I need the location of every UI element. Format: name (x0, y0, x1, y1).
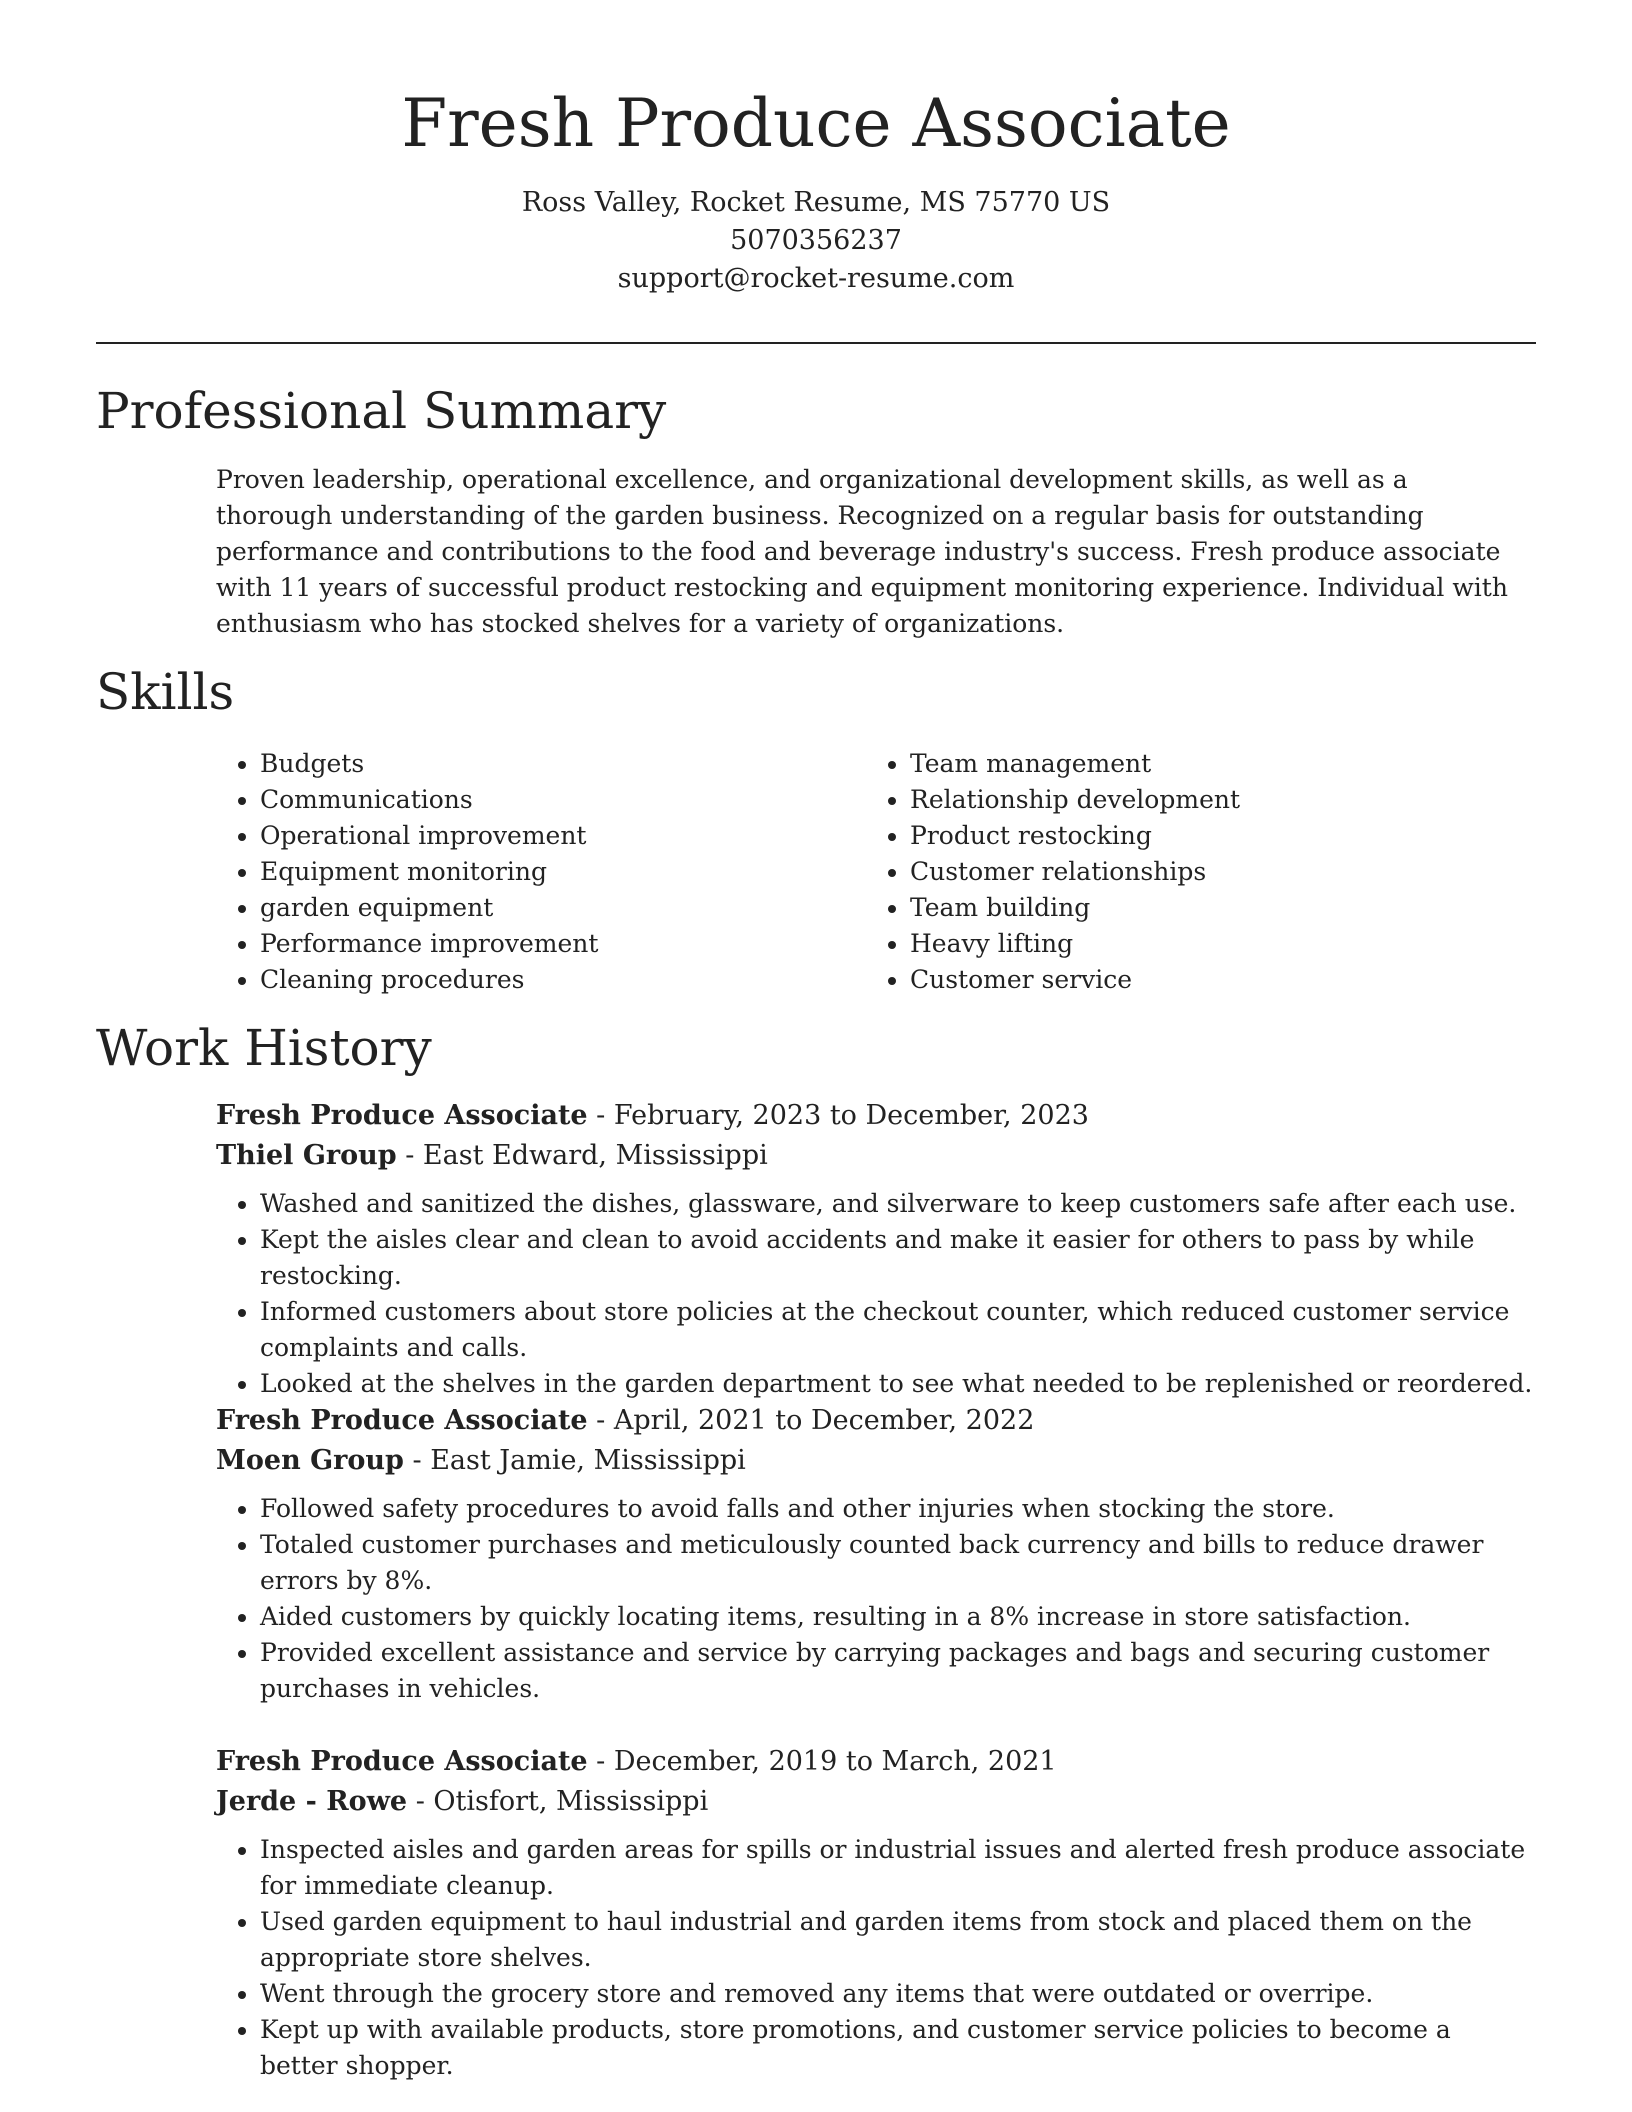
job-title-line (216, 1401, 1536, 1441)
skill-item: • Cleaning procedures (260, 962, 866, 998)
job-duty: • Informed customers about store policies at the checkout counter, which reduced customer service complaints and calls. (260, 1294, 1536, 1366)
job-duty: • Provided excellent assistance and service by carrying packages and bags and securing customer purchases in vehicles. (260, 1635, 1536, 1707)
skill-item: • Equipment monitoring (260, 854, 866, 890)
skill-item: • Customer relationships (910, 854, 1516, 890)
skill-item: • Team management (910, 746, 1516, 782)
resume-header (96, 82, 1536, 298)
job-title: Fresh Produce Associate (216, 1405, 588, 1436)
job-duty: • Kept the aisles clear and clean to avoid accidents and make it easier for others to pass by while restocking. (260, 1222, 1536, 1294)
job-duty: • Totaled customer purchases and meticulously counted back currency and bills to reduce drawer errors by 8%. (260, 1527, 1536, 1599)
work-history-heading: Work History (96, 1019, 432, 1077)
skill-item: • Communications (260, 782, 866, 818)
skill-item: • Team building (910, 890, 1516, 926)
job-title: Fresh Produce Associate (216, 1746, 588, 1777)
job-duty: • Inspected aisles and garden areas for spills or industrial issues and alerted fresh produce associate for immediate cleanup. (260, 1832, 1536, 1904)
job-title: Fresh Produce Associate (216, 1100, 588, 1131)
job-location: - East Jamie, Mississippi (403, 1445, 746, 1476)
job-duty: • Followed safety procedures to avoid falls and other injuries when stocking the store. (260, 1491, 1536, 1527)
contact-email: support@rocket-resume.com (617, 263, 1015, 294)
skills-column-left (216, 746, 866, 998)
job-duties (216, 1832, 1536, 2084)
job-duty: • Kept up with available products, store promotions, and customer service policies to become a better shopper. (260, 2012, 1536, 2084)
job-duties (216, 1491, 1536, 1707)
job-duty: • Went through the grocery store and removed any items that were outdated or overripe. (260, 1976, 1536, 2012)
skill-item: • Performance improvement (260, 926, 866, 962)
job-duty: • Aided customers by quickly locating items, resulting in a 8% increase in store satisfaction. (260, 1599, 1536, 1635)
skill-item: • Budgets (260, 746, 866, 782)
job-title-line (216, 1742, 1536, 1782)
job-company-line (216, 1441, 1536, 1481)
job-entry (216, 1742, 1536, 2084)
contact-address: Ross Valley, Rocket Resume, MS 75770 US (521, 187, 1111, 218)
job-title-line (216, 1096, 1536, 1136)
skill-item: • garden equipment (260, 890, 866, 926)
job-entry (216, 1096, 1536, 1402)
job-company-line (216, 1782, 1536, 1822)
skill-item: • Operational improvement (260, 818, 866, 854)
job-company: Moen Group (216, 1445, 404, 1476)
skills-heading: Skills (96, 663, 235, 721)
job-location: - East Edward, Mississippi (396, 1140, 768, 1171)
job-duty: • Used garden equipment to haul industrial and garden items from stock and placed them on the appropriate store shelves. (260, 1904, 1536, 1976)
job-location: - Otisfort, Mississippi (407, 1786, 709, 1817)
candidate-name: Fresh Produce Associate (401, 85, 1231, 162)
skill-item: • Heavy lifting (910, 926, 1516, 962)
contact-phone: 5070356237 (730, 225, 902, 256)
job-dates: - April, 2021 to December, 2022 (587, 1405, 1035, 1436)
skill-item: • Relationship development (910, 782, 1516, 818)
job-dates: - December, 2019 to March, 2021 (587, 1746, 1057, 1777)
skills-list (216, 746, 1536, 998)
summary-text: Proven leadership, operational excellence, and organizational development skills, as well as a thorough understanding of the garden business. Recognized on a regular basis for outstanding performance and contributions to the food and beverage industry's success. Fresh produce associate with 11 years of successful product restocking and equipment monitoring experience. Individual with enthusiasm who has stocked shelves for a variety of organizations. (216, 465, 1508, 638)
skill-item: • Customer service (910, 962, 1516, 998)
job-duty: • Washed and sanitized the dishes, glassware, and silverware to keep customers safe after each use. (260, 1186, 1536, 1222)
job-company: Jerde - Rowe (216, 1786, 408, 1817)
job-company: Thiel Group (216, 1140, 397, 1171)
contact-block (96, 184, 1536, 298)
job-duties (216, 1186, 1536, 1402)
skills-column-right (866, 746, 1516, 998)
job-company-line (216, 1136, 1536, 1176)
job-dates: - February, 2023 to December, 2023 (587, 1100, 1089, 1131)
job-duty: • Looked at the shelves in the garden department to see what needed to be replenished or reordered. (260, 1366, 1536, 1402)
header-divider (96, 342, 1536, 344)
job-entry (216, 1401, 1536, 1707)
skill-item: • Product restocking (910, 818, 1516, 854)
summary-heading: Professional Summary (96, 382, 667, 440)
